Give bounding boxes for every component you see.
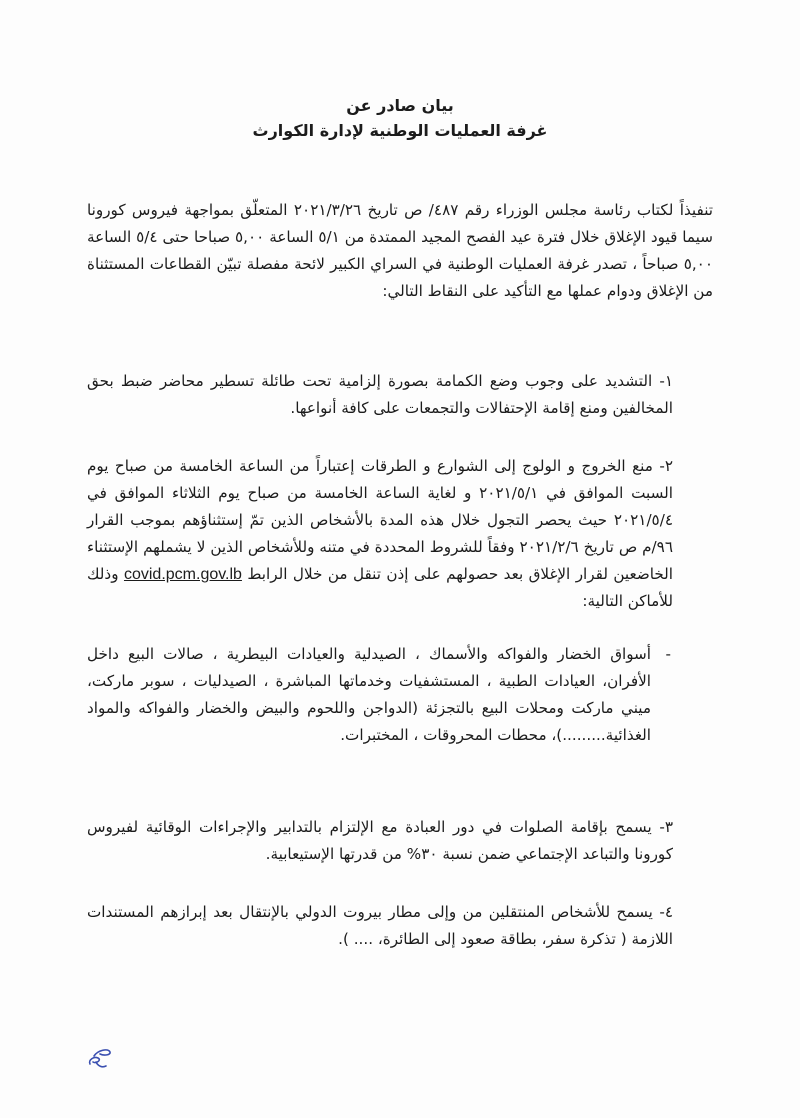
document-header — [0, 93, 800, 143]
item-1-text: التشديد على وجوب وضع الكمامة بصورة إلزامية تحت طائلة تسطير محاضر ضبط بحق المخالفين ومنع إقامة الإحتفالات والتجمعات على كافة أنواعها. — [87, 372, 673, 417]
signature-initials-icon — [84, 1044, 114, 1070]
covid-permit-link[interactable]: covid.pcm.gov.lb — [123, 566, 242, 583]
item-2-text: منع الخروج و الولوج إلى الشوارع و الطرقات إعتباراً من الساعة الخامسة من صباح يوم السبت الموافق في ٢٠٢١/٥/١ و لغاية الساعة الخامسة من صباح يوم الثلاثاء الموافق في ٢٠٢١/٥/٤ حيث يحصر التجول خلال هذه المدة بالأشخاص الذين تمّ إستثناؤهم بموجب القرار ٩٦/م ص تاريخ ٢٠٢١/٢/٦ وفقاً للشروط المحددة في متنه وللأشخاص الذين لا يشملهم الإستثناء الخاضعين لقرار الإغلاق بعد حصولهم على إذن تنقل من خلال الرابط — [87, 457, 674, 583]
item-4-text: يسمح للأشخاص المنتقلين من وإلى مطار بيروت الدولي بالإنتقال بعد إبرازهم المستندات اللازمة ( تذكرة سفر، بطاقة صعود إلى الطائرة، .... ). — [87, 903, 673, 948]
places-text: أسواق الخضار والفواكه والأسماك ، الصيدلية والعيادات البيطرية ، صالات البيع داخل الأفران، العيادات الطبية ، المستشفيات وخدماتها المباشرة ، الصيدليات ، سوبر ماركت، ميني ماركت ومحلات البيع بالتجزئة (الدواجن واللحوم والبيض والخضار والفواكه والمواد الغذائية.........)، محطات المحروقات ، المختبرات. — [87, 645, 651, 744]
item-1-number: ١- — [659, 372, 673, 390]
places-list — [87, 641, 673, 749]
intro-paragraph: تنفيذاً لكتاب رئاسة مجلس الوزراء رقم ٤٨٧/ ص تاريخ ٢٠٢١/٣/٢٦ المتعلّق بمواجهة فيروس كورونا سيما قيود الإغلاق خلال فترة عيد الفصح المجيد الممتدة من ٥/١ الساعة ٥,٠٠ صباحا حتى ٥/٤ الساعة ٥,٠٠ صباحاً ، تصدر غرفة العمليات الوطنية في السراي الكبير لائحة مفصلة تبيّن القطاعات المستثناة من الإغلاق ودوام عملها مع التأكيد على النقاط التالي: — [87, 201, 714, 300]
header-line-1: بيان صادر عن — [346, 96, 454, 115]
item-2-number: ٢- — [659, 457, 673, 475]
item-1 — [87, 368, 673, 422]
item-3 — [87, 814, 673, 868]
list-item — [87, 641, 673, 749]
item-4 — [87, 899, 673, 953]
dash-bullet-icon: - — [665, 645, 671, 663]
item-2-text-after-link: وذلك للأماكن التالية: — [87, 565, 673, 610]
item-3-text: يسمح بإقامة الصلوات في دور العبادة مع الإلتزام بالتدابير والإجراءات الوقائية لفيروس كورونا والتباعد الإجتماعي ضمن نسبة ٣٠% من قدرتها الإستيعابية. — [87, 818, 673, 863]
header-line-2: غرفة العمليات الوطنية لإدارة الكوارث — [252, 121, 548, 140]
item-4-number: ٤- — [659, 903, 673, 921]
item-2 — [87, 453, 673, 615]
item-3-number: ٣- — [659, 818, 673, 836]
